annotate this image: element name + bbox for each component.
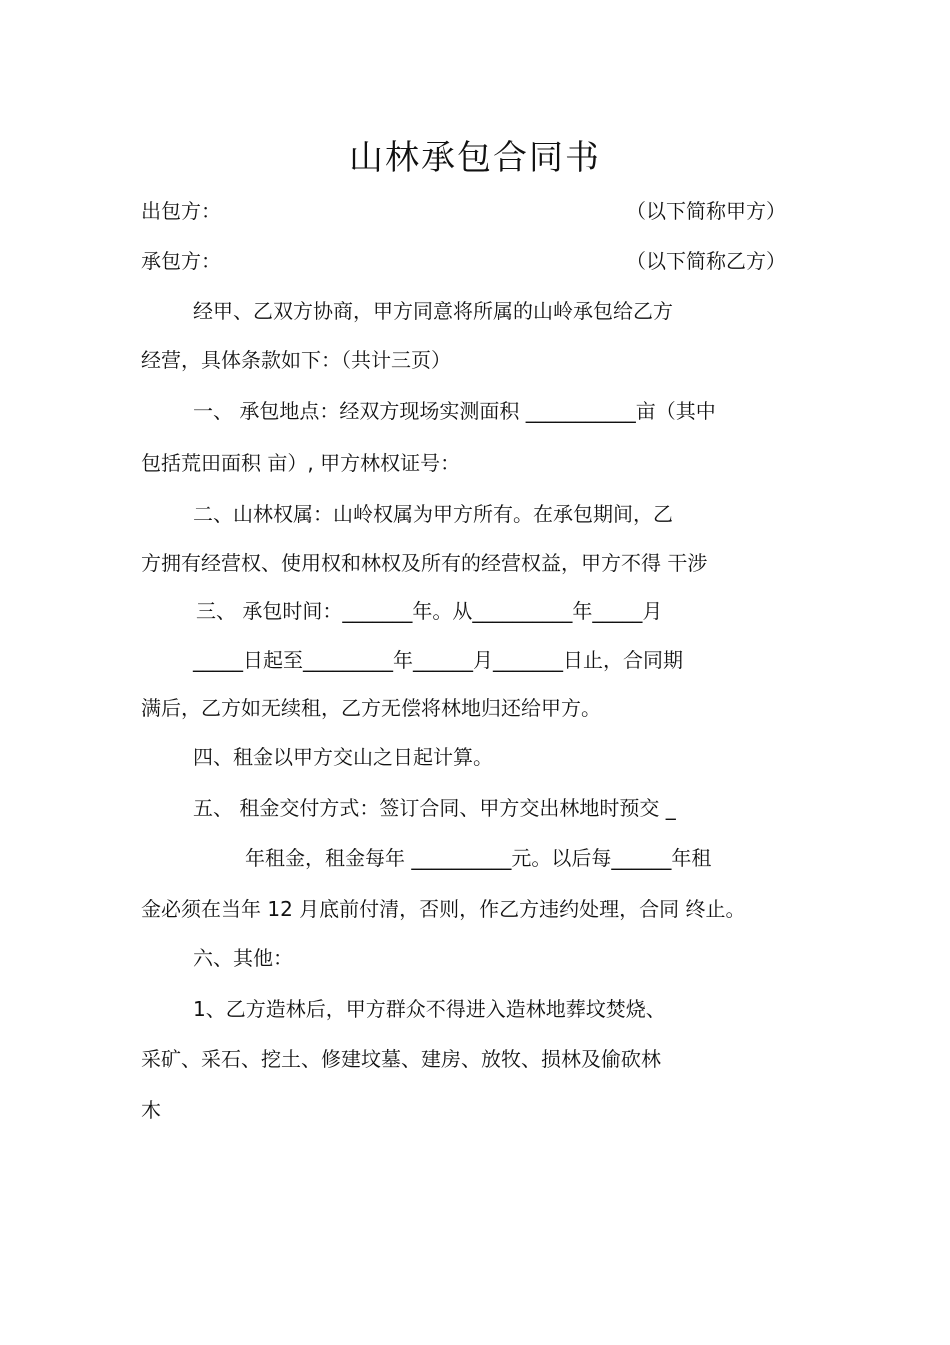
lessor-note: （以下简称甲方） <box>626 199 786 223</box>
clause-5-line-2: 年租金，租金每年 __________元。以后每______年租 <box>245 846 712 870</box>
lessor-label: 出包方： <box>141 199 221 223</box>
preamble-line-2: 经营，具体条款如下：（共计三页） <box>141 348 451 372</box>
clause-2-line-2: 方拥有经营权、使用权和林权及所有的经营权益，甲方不得 干涉 <box>141 551 708 575</box>
clause-3-line-2: _____日起至_________年______月_______日止，合同期 <box>193 648 683 672</box>
clause-5-line-1: 五、 租金交付方式：签订合同、甲方交出林地时预交 _ <box>193 796 676 820</box>
lessee-note: （以下简称乙方） <box>626 249 786 273</box>
document-title: 山林承包合同书 <box>349 138 601 178</box>
preamble-line-1: 经甲、乙双方协商，甲方同意将所属的山岭承包给乙方 <box>193 299 673 323</box>
clause-3-line-1: 三、 承包时间：_______年。从__________年_____月 <box>196 599 663 623</box>
clause-1-line-1: 一、 承包地点：经双方现场实测面积 ___________亩（其中 <box>193 399 716 423</box>
clause-2-line-1: 二、山林权属：山岭权属为甲方所有。在承包期间，乙 <box>193 502 673 526</box>
clause-6-item-1-line-1: 1、乙方造林后，甲方群众不得进入造林地葬坟焚烧、 <box>193 997 666 1021</box>
lessee-label: 承包方： <box>141 249 221 273</box>
clause-6-item-1-line-2: 采矿、采石、挖土、修建坟墓、建房、放牧、损林及偷砍林 <box>141 1047 661 1071</box>
clause-1-line-2: 包括荒田面积 亩）, 甲方林权证号： <box>141 451 461 475</box>
clause-3-line-3: 满后，乙方如无续租，乙方无偿将林地归还给甲方。 <box>141 696 601 720</box>
clause-6-heading: 六、其他： <box>193 946 293 970</box>
clause-6-item-1-line-3: 木 <box>141 1098 161 1122</box>
clause-4-line-1: 四、租金以甲方交山之日起计算。 <box>193 745 493 769</box>
clause-5-line-3: 金必须在当年 12 月底前付清，否则，作乙方违约处理，合同 终止。 <box>141 897 746 921</box>
